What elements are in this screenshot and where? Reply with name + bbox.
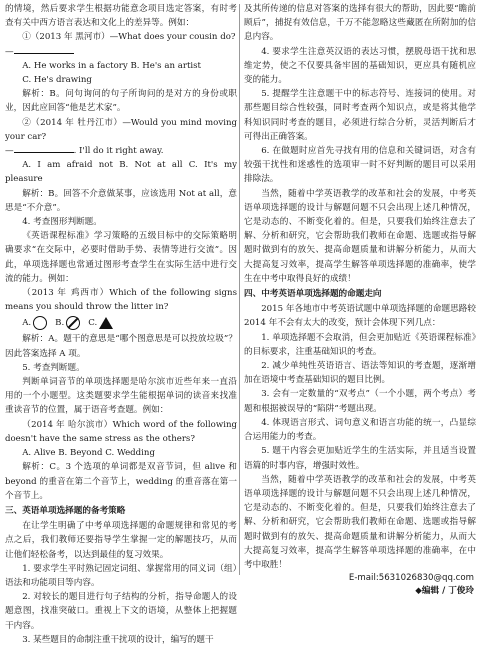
no-litter-sign-icon [66,316,80,330]
paragraph: 1. 单项选择题不会取消，但会更加贴近《英语课程标准》的目标要求，注重基础知识的考查。 [244,332,476,357]
example-question: （2014 年 哈尔滨市）Which word of the following doesn't have the same stress as the others? [5,419,237,444]
paragraph: 2. 减少单纯性英语语言、语法等知识的考查题，逐渐增加在语境中考查基础知识的题目比例。 [244,361,476,386]
paragraph: 当然，随着中学英语教学的改革和社会的发展，中考英语单项选择题的设计与解题问题不只会出现上述几种情况，它是动态的、不断变化着的。但是，只要我们始终注意去了解、分析和研究，它会帮助我们教师在命题、选题或指导解题时做到有的放矢、提高命题质量和讲解分析能力，从而大大提高复习效率，提高学生解答单项选择题的准确率，使学生在中考中取得良好的成绩！ [244,188,476,284]
footer-email: E-mail:5631026830@qq.com [348,573,474,583]
footer-editor: ◆编辑 / 丁俊玲 [415,586,474,596]
sign-option-b: B. [55,316,80,330]
example-analysis: 解析：B。回答不介意做某事，应该选用 Not at all，意思是“不介意”。 [5,188,237,213]
paragraph: 的情境，然后要求学生根据功能意念项目选定答案，有时考查有关中西方语言表达和文化上的差异等。例如： [5,4,237,29]
example-question: ②（2014 年 牡丹江市）—Would you mind moving your car? [5,117,237,142]
paragraph: 在让学生明确了中考单项选择题的命题规律和常见的考点之后，我们教师还要指导学生掌握一定的解题技巧，从而让他们轻松备考，以达到最佳的复习效果。 [5,521,237,560]
paragraph: 5. 题干内容会更加贴近学生的生活实际，并且适当设置语篇的时事内容，增强时效性。 [244,446,476,471]
example-analysis: 解析：A。题干的意思是“哪个图意思是可以投放垃圾”？因此答案选择 A 项。 [5,334,237,359]
paragraph: 2. 对较长的题目进行句子结构的分析，指导命题人的设题意图，找准突破口。重视上下文的语境，从整体上把握题干内容。 [5,592,237,631]
paragraph: 4. 要求学生注意英汉语的表达习惯，摆脱母语干扰和思维定势，使之不仅要具备牢固的基础知识，更应具有随机应变的能力。 [244,46,476,86]
example-options: A. He works in a factory B. He's an artist [22,60,202,71]
paragraph: 及其所传递的信息对答案的选择有很大的帮助，因此要“瞻前顾后”，捕捉有效信息，千万不能忽略这些藏匿在所附加的信息内容。 [244,4,476,43]
answer-blank: — . I'll do it right away. [5,146,164,157]
paragraph: 判断单词音节的单项选择题是哈尔滨市近些年来一直沿用的一个小题型。这类题要求学生能根据单词的读音来找准重读音节的位置，属于语音考查题。例如： [5,377,237,416]
example-analysis: 解析：C。3 个选项的单词都是双音节词，但 alive 和 beyond 的重音在第二个音节上，wedding 的重音落在第一个音节上。 [5,462,237,501]
subheading: 4. 考查图形判断题。 [22,217,102,228]
paragraph: 5. 提醒学生注意题干中的标志符号、连接词的使用。对那些题目综合性较强，同时考查两个知识点，或是将其他学科知识同时考查的题目，必须进行综合分析，灵活判断后才可得出正确答案。 [244,89,476,142]
section-heading: 三、英语单项选择题的备考策略 [5,505,126,516]
section-heading: 四、中考英语单项选择题的命题走向 [244,289,382,300]
paragraph: 4. 体现语言形式、词句意义和语言功能的统一，凸显综合运用能力的考查。 [244,417,476,443]
paragraph: 2015 年各地市中考英语试题中单项选择题的命题思路较 2014 年不会有太大的改变，预计会体现下列几点： [244,304,476,329]
example-analysis: 解析：B。问句询问的句子所询问的是对方的身份或职业，因此应回答“他是艺术家”。 [5,89,237,114]
column-divider [239,4,240,575]
left-column [5,2,237,647]
answer-blank: — [5,45,237,59]
sign-option-c: C. [88,316,113,330]
paragraph: 当然，随着中学英语教学的改革和社会的发展，中考英语单项选择题的设计与解题问题不只会出现上述几种情况，它是动态的、不断变化着的。但是，只要我们始终注意去了解、分析和研究，它会帮助我们教师在命题、选题或指导解题时做到有的放矢、提高命题质量和讲解分析能力，从而大大提高复习效率，提高学生解答单项选择题的准确率，在中考中取胜！ [244,474,476,570]
example-options: A. I am afraid not B. Not at all C. It's my pleasure [5,160,237,185]
example-option-c: C. He's drawing [22,75,92,86]
subheading: 5. 考查判断题。 [22,362,85,373]
paragraph: 1. 要求学生平时熟记固定词组、掌握常用的同义词（组）语法和功能项目等内容。 [5,563,237,588]
warning-sign-icon [99,317,113,329]
sign-options [5,314,237,332]
sign-option-a: A. [22,316,47,330]
paragraph: 《英语课程标准》学习策略的五级目标中的交际策略明确要求“在交际中，必要时借助手势、表情等进行交流”。因此，单项选择题也常通过图形考查学生在实际生活中进行交流的能力。例如： [5,231,237,284]
litter-sign-icon [33,316,47,330]
paragraph: 6. 在做题时应首先寻找有用的信息和关键词语，对含有较强干扰性和迷惑性的选项审一时不好判断的题目可以采用排除法。 [244,146,476,185]
paragraph: 3. 某些题目的命制注重干扰项的设计，编写的题干 [22,634,214,645]
example-options: A. Alive B. Beyond C. Wedding [22,448,155,459]
right-column [244,2,476,572]
paragraph: 3. 会有一定数量的“双考点”（一个小题，两个考点）考题和根据被误导的“陷阱”考题出现。 [244,389,476,414]
example-question: ①（2013 年 黑河市）—What does your cousin do? [22,32,236,43]
example-question: （2013 年 鸡西市）Which of the following signs means you should throw the litter in? [5,288,237,313]
